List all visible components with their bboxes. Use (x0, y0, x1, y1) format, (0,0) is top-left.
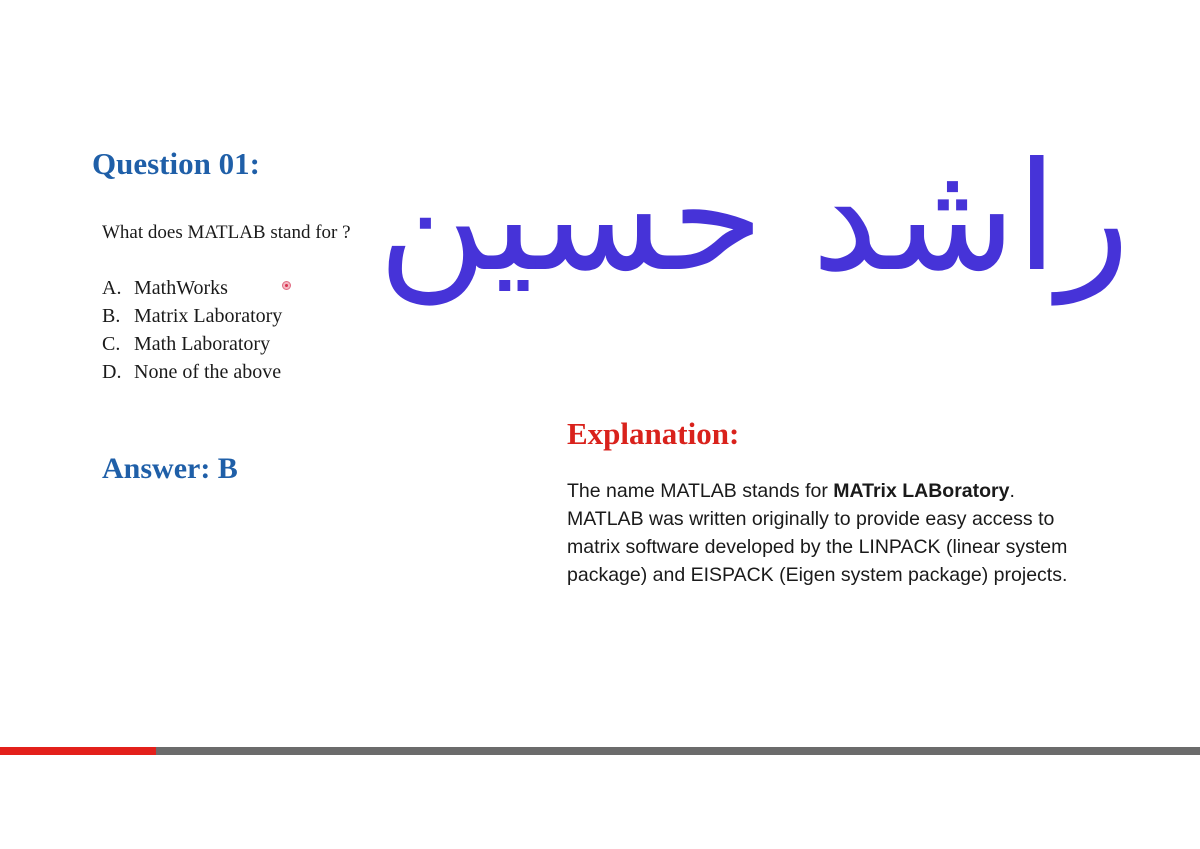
explanation-line-1 (567, 477, 1177, 505)
explanation-line-2: MATLAB was written originally to provide easy access to (567, 508, 1055, 530)
option-label: None of the above (134, 361, 282, 383)
question-title: Question 01: (92, 146, 260, 181)
option-c (102, 330, 282, 358)
options-list (102, 274, 282, 386)
option-d (102, 358, 282, 386)
video-progress-fill (0, 747, 156, 755)
option-label: MathWorks (134, 277, 228, 299)
option-a (102, 274, 282, 302)
explanation-title: Explanation: (567, 416, 740, 451)
pointer-dot-icon (282, 281, 291, 290)
watermark-text: راشد حسین (377, 131, 1130, 305)
explanation-line-4: package) and EISPACK (Eigen system package) projects. (567, 564, 1068, 586)
option-letter: C. (102, 333, 121, 355)
answer-text: Answer: B (102, 452, 238, 485)
explanation-line-1-suffix: . (1009, 480, 1015, 502)
option-letter: D. (102, 361, 122, 383)
explanation-line-1-prefix: The name MATLAB stands for (567, 480, 834, 502)
option-b (102, 302, 282, 330)
explanation-body (567, 477, 1177, 589)
option-label: Matrix Laboratory (134, 305, 283, 327)
explanation-line-3: matrix software developed by the LINPACK (linear system (567, 536, 1068, 558)
video-progress-bar[interactable] (0, 747, 1200, 755)
option-letter: B. (102, 305, 121, 327)
question-text: What does MATLAB stand for ? (102, 222, 351, 243)
explanation-bold-term: MATrix LABoratory (833, 480, 1010, 502)
option-letter: A. (102, 277, 122, 299)
option-label: Math Laboratory (134, 333, 271, 355)
